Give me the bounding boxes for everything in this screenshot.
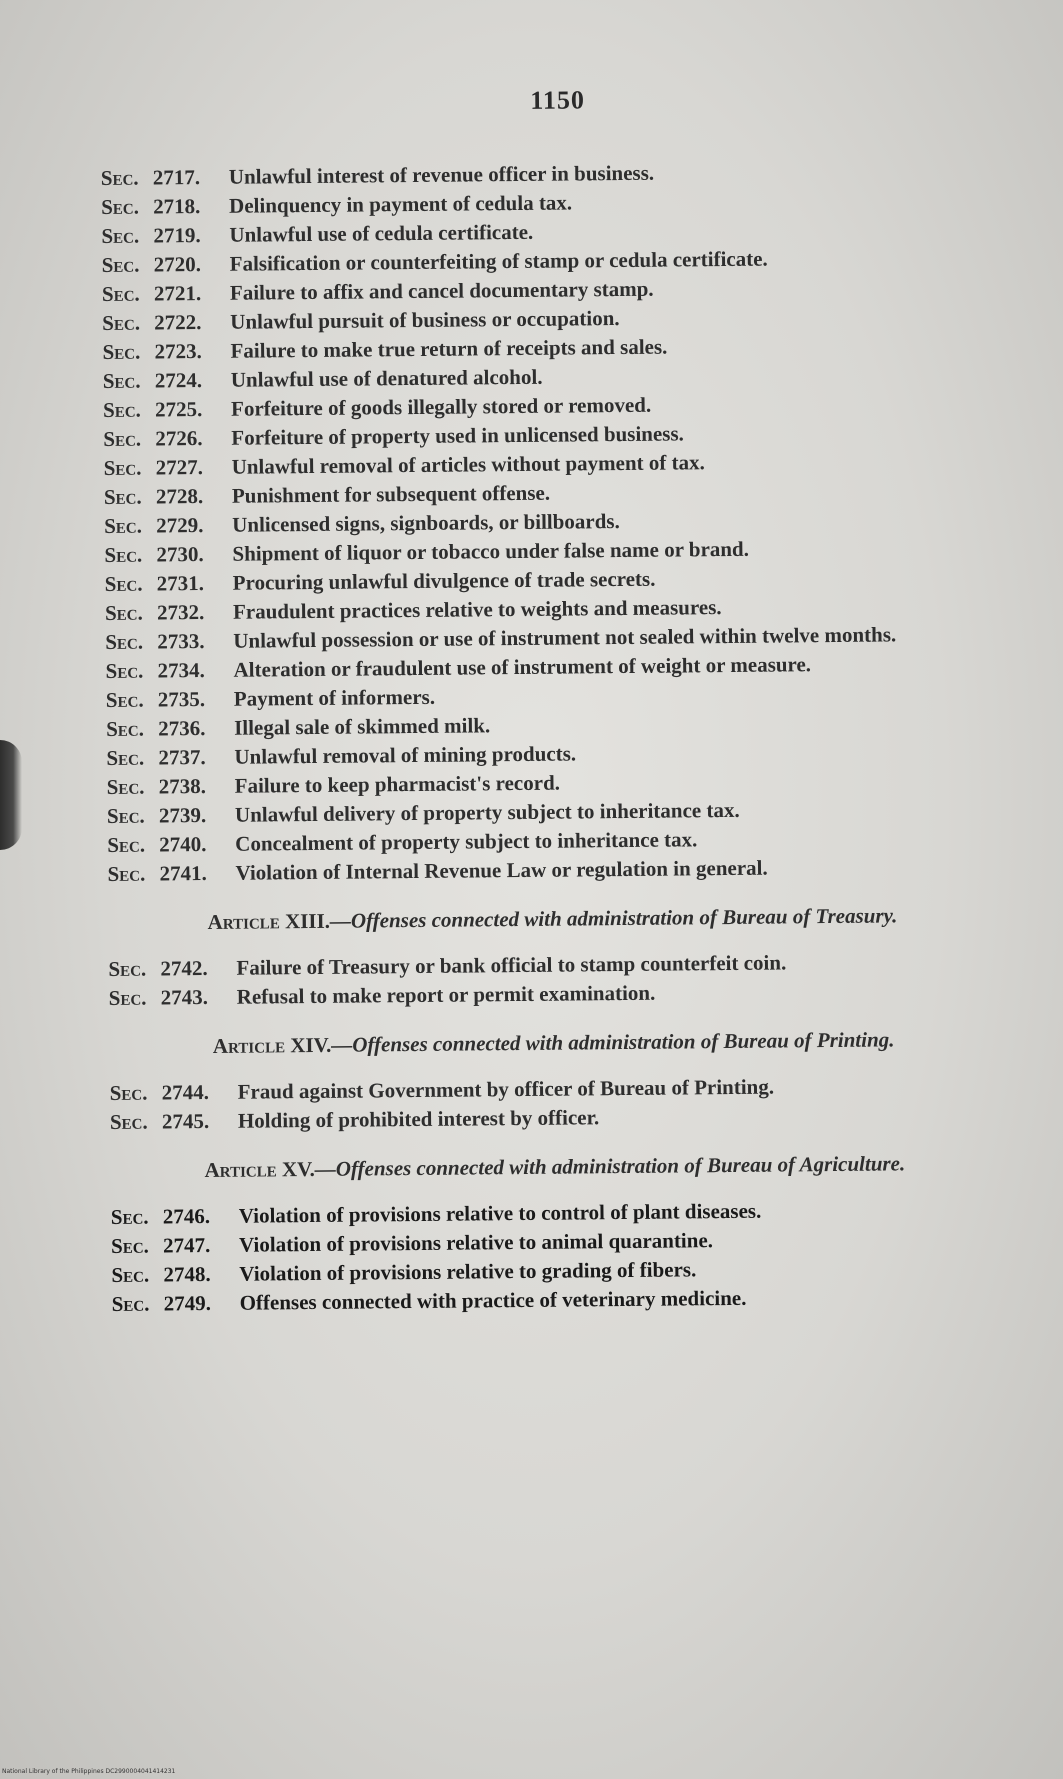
section-number: 2730. <box>156 542 204 567</box>
section-title: Unlawful interest of revenue officer in business. <box>228 160 655 189</box>
section-label: Sec. <box>102 339 141 364</box>
section-label: Sec. <box>103 426 142 451</box>
article-heading <box>113 1024 994 1060</box>
section-title: Violation of provisions relative to animal quarantine. <box>238 1228 714 1257</box>
section-number: 2722. <box>154 310 202 335</box>
footer-watermark: National Library of the Philippines DC2990004041414231 <box>2 1768 176 1775</box>
section-label: Sec. <box>107 832 146 857</box>
section-label: Sec. <box>103 484 142 509</box>
section-label: Sec. <box>102 397 141 422</box>
section-number: 2736. <box>158 716 206 741</box>
section-label: Sec. <box>103 455 142 480</box>
section-label: Sec. <box>104 571 143 596</box>
section-number: 2729. <box>156 513 204 538</box>
section-number: 2725. <box>154 397 203 422</box>
section-title: Failure to keep pharmacist's record. <box>234 770 561 798</box>
section-number: 2743. <box>160 985 209 1010</box>
section-label: Sec. <box>108 985 147 1010</box>
section-label: Sec. <box>104 542 143 567</box>
section-label: Sec. <box>102 368 141 393</box>
section-number: 2726. <box>155 426 203 451</box>
section-title: Offenses connected with practice of veterinary medicine. <box>239 1285 747 1315</box>
section-label: Sec. <box>106 745 145 770</box>
section-title: Procuring unlawful divulgence of trade secrets. <box>232 566 656 595</box>
section-title: Falsification or counterfeiting of stamp or cedula certificate. <box>229 246 768 276</box>
page-number: 1150 <box>530 85 586 115</box>
section-title: Concealment of property subject to inheritance tax. <box>235 827 698 856</box>
section-title: Illegal sale of skimmed milk. <box>234 713 491 740</box>
section-title: Failure of Treasury or bank official to stamp counterfeit coin. <box>236 950 787 980</box>
section-title: Unlawful use of denatured alcohol. <box>230 364 543 392</box>
section-title: Refusal to make report or permit examination. <box>236 980 656 1009</box>
section-title: Fraudulent practices relative to weights and measures. <box>232 595 722 624</box>
section-title: Failure to make true return of receipts and sales. <box>230 334 668 363</box>
section-title: Punishment for subsequent offense. <box>231 480 551 508</box>
section-label: Sec. <box>105 658 144 683</box>
section-title: Unlawful removal of articles without payment of tax. <box>231 450 705 479</box>
section-label: Sec. <box>110 1204 149 1229</box>
article-label: Article XIV. <box>212 1032 332 1058</box>
section-number: 2719. <box>153 223 201 248</box>
section-number: 2720. <box>153 252 202 277</box>
section-label: Sec. <box>109 1109 148 1134</box>
section-title: Unlawful possession or use of instrument not sealed within twelve months. <box>233 622 897 653</box>
section-number: 2718. <box>153 194 201 219</box>
section-title: Forfeiture of property used in unlicensed business. <box>231 421 684 450</box>
article-label: Article XV. <box>204 1156 315 1183</box>
section-title: Violation of Internal Revenue Law or regulation in general. <box>235 855 768 885</box>
section-number: 2749. <box>163 1290 212 1316</box>
article-title: —Offenses connected with administration of Bureau of Agriculture. <box>314 1151 906 1181</box>
section-list <box>109 1070 995 1136</box>
section-title: Shipment of liquor or tobacco under false name or brand. <box>232 536 750 566</box>
section-number: 2731. <box>156 571 205 596</box>
section-label: Sec. <box>101 252 140 277</box>
section-label: Sec. <box>111 1291 150 1316</box>
section-number: 2723. <box>154 339 202 364</box>
section-number: 2735. <box>157 687 206 712</box>
section-number: 2732. <box>156 600 205 625</box>
section-list <box>108 946 994 1012</box>
section-title: Violation of provisions relative to control of plant diseases. <box>238 1198 762 1228</box>
section-label: Sec. <box>101 223 140 248</box>
section-list <box>111 1194 997 1318</box>
page-content <box>100 82 997 1319</box>
section-label: Sec. <box>108 956 147 981</box>
section-label: Sec. <box>111 1262 150 1287</box>
section-number: 2748. <box>163 1261 211 1287</box>
section-number: 2733. <box>157 629 205 654</box>
section-title: Unlicensed signs, signboards, or billboards. <box>232 509 620 537</box>
section-number: 2717. <box>152 165 201 190</box>
section-label: Sec. <box>105 687 144 712</box>
section-label: Sec. <box>106 774 145 799</box>
section-title: Delinquency in payment of cedula tax. <box>229 190 573 218</box>
section-title: Unlawful delivery of property subject to inheritance tax. <box>234 797 740 827</box>
section-title: Fraud against Government by officer of Bureau of Printing. <box>237 1074 775 1104</box>
section-number: 2738. <box>158 774 207 799</box>
section-label: Sec. <box>101 281 140 306</box>
section-number: 2727. <box>155 455 203 480</box>
section-title: Violation of provisions relative to grading of fibers. <box>239 1257 697 1286</box>
section-number: 2747. <box>162 1232 211 1258</box>
section-label: Sec. <box>101 194 140 219</box>
section-label: Sec. <box>107 861 146 886</box>
section-number: 2744. <box>161 1080 209 1105</box>
section-title: Unlawful removal of mining products. <box>234 741 577 769</box>
section-label: Sec. <box>109 1080 148 1105</box>
section-number: 2734. <box>157 658 205 683</box>
section-title: Alteration or fraudulent use of instrument of weight or measure. <box>233 652 812 682</box>
binding-shadow <box>0 740 22 850</box>
section-title: Unlawful use of cedula certificate. <box>229 219 534 247</box>
section-label: Sec. <box>110 1233 149 1258</box>
section-number: 2741. <box>159 861 207 886</box>
article-title: —Offenses connected with administration of Bureau of Printing. <box>331 1027 895 1057</box>
section-label: Sec. <box>102 310 141 335</box>
section-number: 2728. <box>155 484 204 509</box>
section-label: Sec. <box>105 629 144 654</box>
section-number: 2721. <box>153 281 202 306</box>
section-number: 2746. <box>162 1203 211 1229</box>
section-list <box>101 156 993 889</box>
section-number: 2742. <box>160 956 208 981</box>
section-label: Sec. <box>104 600 143 625</box>
section-label: Sec. <box>100 165 139 190</box>
section-title: Failure to affix and cancel documentary stamp. <box>229 276 654 305</box>
section-label: Sec. <box>106 803 145 828</box>
article-title: —Offenses connected with administration of Bureau of Treasury. <box>329 903 898 933</box>
section-number: 2724. <box>154 368 203 393</box>
section-title: Unlawful pursuit of business or occupation. <box>230 306 620 334</box>
article-heading <box>112 900 993 936</box>
section-number: 2740. <box>159 832 207 857</box>
section-number: 2737. <box>158 745 206 770</box>
article-heading <box>114 1148 995 1184</box>
article-label: Article XIII. <box>207 908 331 935</box>
section-title: Holding of prohibited interest by officer. <box>237 1105 600 1133</box>
section-number: 2739. <box>158 803 207 828</box>
section-label: Sec. <box>106 716 145 741</box>
section-title: Forfeiture of goods illegally stored or removed. <box>230 392 652 421</box>
section-label: Sec. <box>104 513 143 538</box>
section-title: Payment of informers. <box>233 684 436 711</box>
section-number: 2745. <box>161 1109 210 1134</box>
